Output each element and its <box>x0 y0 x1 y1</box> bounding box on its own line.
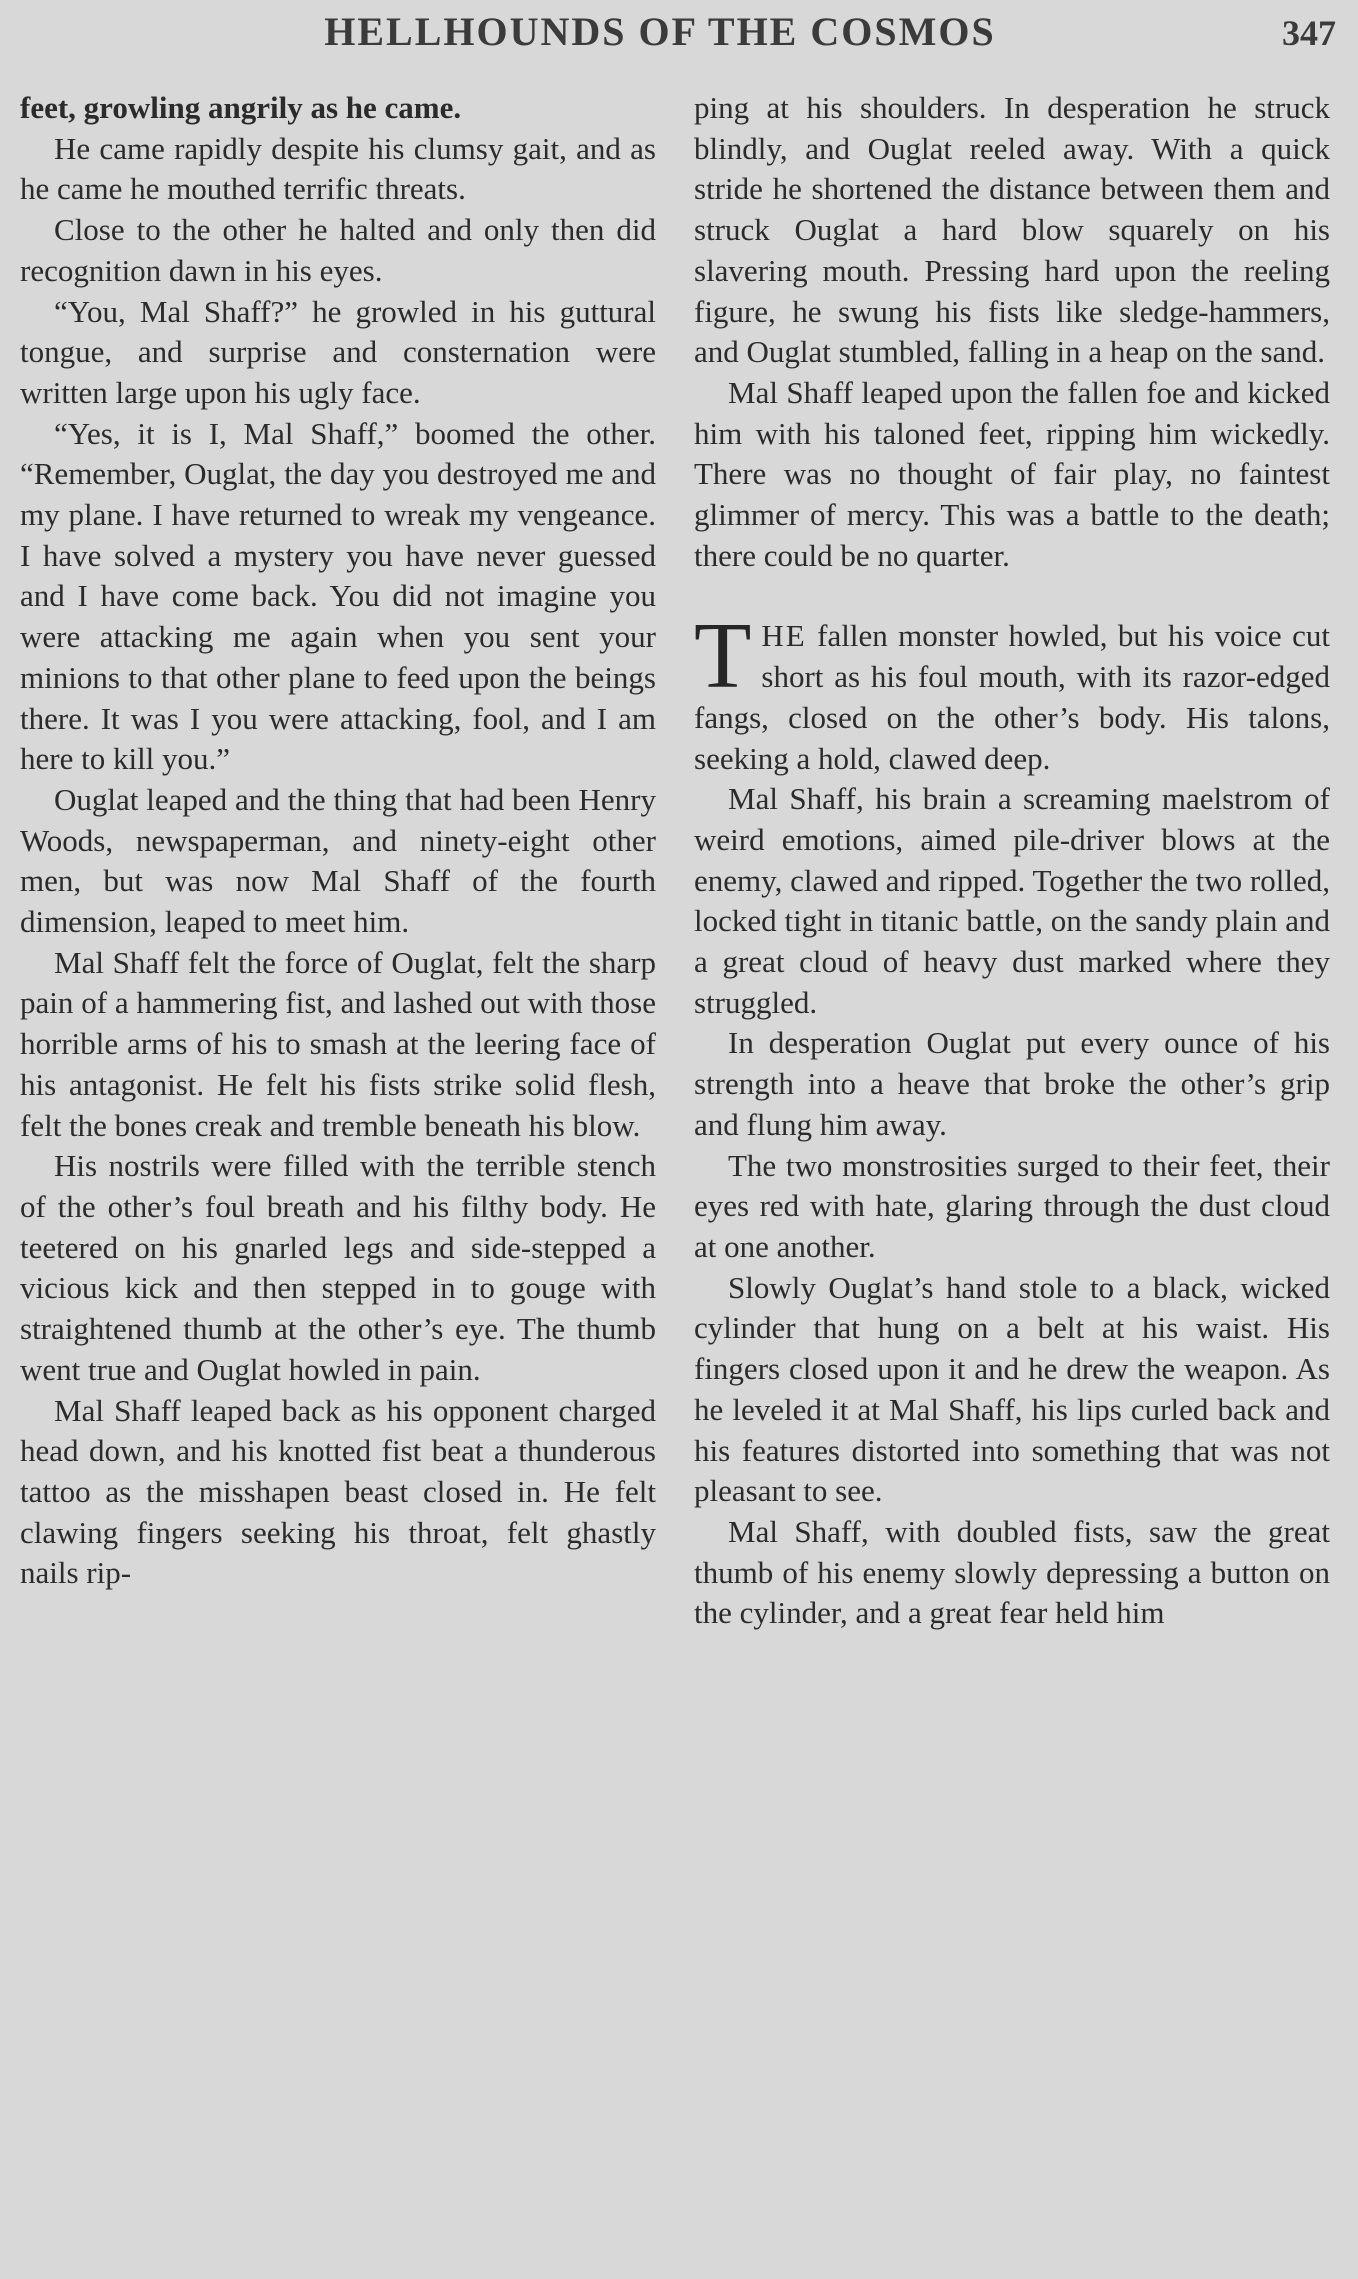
section-break <box>694 576 1330 616</box>
section-opening-paragraph <box>694 604 1330 779</box>
paragraph: The two monstrosities surged to their feet, their eyes red with hate, glaring through the dust cloud at one another. <box>694 1147 1330 1264</box>
paragraph: “You, Mal Shaff?” he growled in his guttural tongue, and surprise and consternation were written large upon his ugly face. <box>20 293 656 410</box>
paragraph: “Yes, it is I, Mal Shaff,” boomed the other. “Remember, Ouglat, the day you destroyed me and my plane. I have returned to wreak my vengeance. I have solved a mystery you have never guessed and I have come back. You did not imagine you were attacking me again when you sent your minions to that other plane to feed upon the beings there. It was I you were attacking, fool, and I am here to kill you.” <box>20 415 656 777</box>
paragraph: Mal Shaff leaped upon the fallen foe and kicked him with his taloned feet, ripping him wickedly. There was no thought of fair play, no faintest glimmer of mercy. This was a battle to the death; there could be no quarter. <box>694 374 1330 573</box>
paragraph: Mal Shaff, with doubled fists, saw the great thumb of his enemy slowly depressing a button on the cylinder, and a great fear held him <box>694 1513 1330 1631</box>
paragraph: His nostrils were filled with the terrible stench of the other’s foul breath and his filthy body. He teetered on his gnarled legs and side-stepped a vicious kick and then stepped in to gouge with straightened thumb at the other’s eye. The thumb went true and Ouglat howled in pain. <box>20 1148 656 1387</box>
paragraph: Mal Shaff leaped back as his opponent charged head down, and his knotted fist beat a thunderous tattoo as the misshapen beast closed in. He felt clawing fingers seeking his throat, felt ghastly nails rip- <box>20 1392 656 1591</box>
paragraph: Slowly Ouglat’s hand stole to a black, wicked cylinder that hung on a belt at his waist. His fingers closed upon it and he drew the weapon. As he leveled it at Mal Shaff, his lips curled back and his features distorted into something that was not pleasant to see. <box>694 1269 1330 1509</box>
paragraph: Close to the other he halted and only then did recognition dawn in his eyes. <box>20 212 656 288</box>
paragraph: Mal Shaff, his brain a screaming maelstrom of weird emotions, aimed pile-driver blows at the enemy, clawed and ripped. Together the two rolled, locked tight in titanic battle, on the sandy plain and a great cloud of heavy dust marked where they struggled. <box>694 781 1330 1020</box>
paragraph: He came rapidly despite his clumsy gait, and as he came he mouthed terrific threats. <box>20 130 656 207</box>
left-column <box>20 88 656 1594</box>
right-column <box>694 88 1330 1634</box>
paragraph: ping at his shoulders. In desperation he struck blindly, and Ouglat reeled away. With a quick stride he shortened the distance between them and struck Ouglat a hard blow squarely on his slavering mouth. Pressing hard upon the reeling figure, he swung his fists like sledge-hammers, and Ouglat stumbled, falling in a heap on the sand. <box>694 90 1330 370</box>
paragraph: In desperation Ouglat put every ounce of his strength into a heave that broke the other’s grip and flung him away. <box>694 1025 1330 1142</box>
drop-cap: T <box>694 604 752 709</box>
running-title: HELLHOUNDS OF THE COSMOS <box>324 9 996 54</box>
paragraph: Mal Shaff felt the force of Ouglat, felt the sharp pain of a hammering fist, and lashed out with those horrible arms of his to smash at the leering face of his antagonist. He felt his fists strike solid flesh, felt the bones creak and tremble beneath his blow. <box>20 944 656 1143</box>
paragraph: Ouglat leaped and the thing that had been Henry Woods, newspaperman, and ninety-eight other men, but was now Mal Shaff of the fourth dimension, leaped to meet him. <box>20 781 656 940</box>
page-number: 347 <box>1282 13 1336 53</box>
lead-in: HE <box>761 618 807 654</box>
page-header <box>20 8 1338 64</box>
paragraph-text: fallen monster howled, but his voice cut short as his foul mouth, with its razor-edged fangs, closed on the other’s body. His talons, seeking a hold, clawed deep. <box>694 618 1330 776</box>
paragraph: feet, growling angrily as he came. <box>20 90 462 125</box>
